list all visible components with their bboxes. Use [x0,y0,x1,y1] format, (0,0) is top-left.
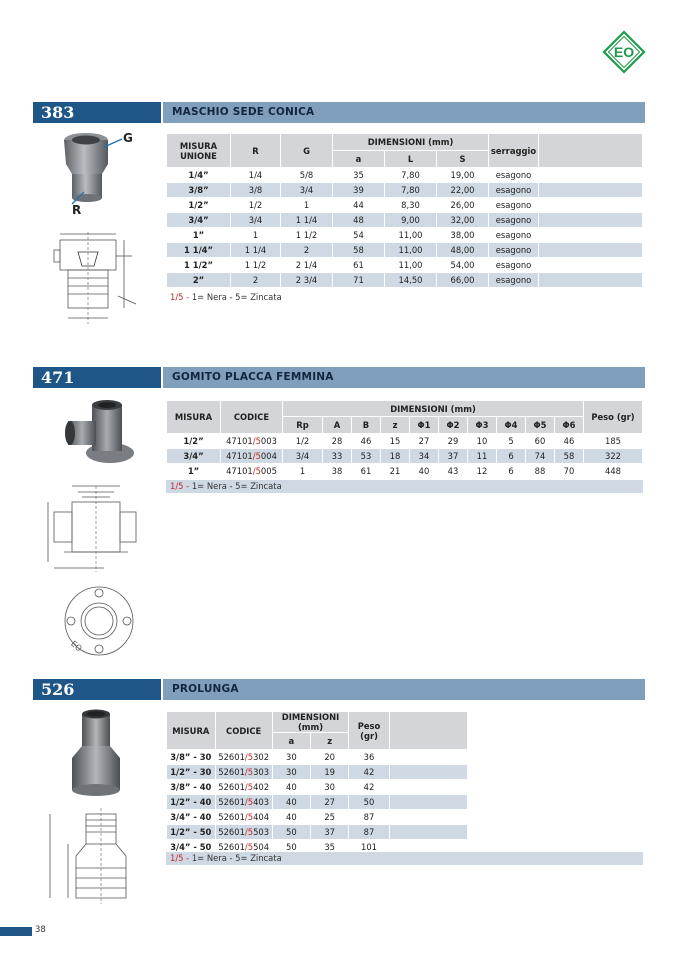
footer-bar [0,927,32,936]
table-row: 3/8” - 40 52601/5402 40 30 42 [167,780,468,795]
table-row: 3/4” - 50 52601/5504 50 35 101 [167,840,468,855]
table-row: 1” 1 1 1/2 54 11,00 38,00 esagono [167,228,643,243]
col-header-misura: MISURA [167,401,221,434]
table-471-body [167,434,643,479]
col-header-z: z [311,733,349,750]
table-row: 1/2” - 50 52601/5503 50 37 87 [167,825,468,840]
col-header-peso: Peso (gr) [584,401,643,434]
col-header-dimensioni: DIMENSIONI (mm) [272,712,349,733]
col-header-codice: CODICE [215,712,272,750]
col-header-misura: MISURA UNIONE [167,134,231,168]
product-image-526 [62,708,132,800]
table-row: 3/4” 47101/5004 3/4 33 53 18 34 37 11 6 74 58 322 [167,449,643,464]
col-header-b: B [352,417,381,434]
table-row: 1/2” 1/2 1 44 8,30 26,00 esagono [167,198,643,213]
logo-text: EO [613,44,635,60]
section-471-code: 471 [33,367,161,388]
table-526-body [167,750,468,855]
col-header-r: R [231,134,281,168]
table-row: 3/8” - 30 52601/5302 30 20 36 [167,750,468,765]
col-header-phi1: Φ1 [410,417,439,434]
technical-drawing-471-top [58,582,140,660]
table-row: 3/8” 3/8 3/4 39 7,80 22,00 esagono [167,183,643,198]
col-header-phi4: Φ4 [497,417,526,434]
col-header-phi5: Φ5 [526,417,555,434]
section-471-title: GOMITO PLACCA FEMMINA [163,367,645,388]
table-row: 3/4” 3/4 1 1/4 48 9,00 32,00 esagono [167,213,643,228]
table-row: 2” 2 2 3/4 71 14,50 66,00 esagono [167,273,643,288]
col-header-phi3: Φ3 [468,417,497,434]
col-header-rp: Rp [283,417,323,434]
technical-drawing-383 [48,226,146,334]
table-row: 1/2” - 30 52601/5303 30 19 42 [167,765,468,780]
note-383: 1/5 - 1= Nera - 5= Zincata [170,292,282,302]
product-image-471 [60,393,140,468]
section-383-code: 383 [33,102,161,123]
table-471 [166,400,643,479]
eo-logo [602,30,646,74]
technical-drawing-526 [40,806,140,908]
table-row: 1” 47101/5005 1 38 61 21 40 43 12 6 88 70 448 [167,464,643,479]
col-header-l: L [385,151,437,168]
section-526-title: PROLUNGA [163,679,645,700]
col-header-g: G [281,134,333,168]
col-header-dimensioni: DIMENSIONI (mm) [283,401,584,417]
drawing-logo-text: EO [69,639,84,654]
col-header-dimensioni: DIMENSIONI (mm) [333,134,489,151]
table-row: 1 1/4” 1 1/4 2 58 11,00 48,00 esagono [167,243,643,258]
table-row: 1/2” - 40 52601/5403 40 27 50 [167,795,468,810]
label-g: G [123,131,133,145]
note-526: 1/5 - 1= Nera - 5= Zincata [166,852,643,865]
product-image-383 [50,126,145,218]
technical-drawing-471 [44,478,148,578]
section-383-title: MASCHIO SEDE CONICA [163,102,645,123]
table-row: 1 1/2” 1 1/2 2 1/4 61 11,00 54,00 esagono [167,258,643,273]
col-header-serraggio: serraggio [489,134,539,168]
page-number: 38 [35,925,46,935]
note-471: 1/5 - 1= Nera - 5= Zincata [166,480,643,493]
col-header-peso: Peso (gr) [349,712,389,750]
section-526-code: 526 [33,679,161,700]
col-header-misura: MISURA [167,712,216,750]
table-383-body [167,168,643,288]
col-header-a: a [272,733,310,750]
col-header-a: A [323,417,352,434]
col-header-z: z [381,417,410,434]
col-header-codice: CODICE [221,401,283,434]
table-383 [166,133,643,288]
table-row: 1/4” 1/4 5/8 35 7,80 19,00 esagono [167,168,643,183]
table-row: 1/2” 47101/5003 1/2 28 46 15 27 29 10 5 60 46 185 [167,434,643,449]
table-row: 3/4” - 40 52601/5404 40 25 87 [167,810,468,825]
col-header-s: S [437,151,489,168]
col-header-phi6: Φ6 [555,417,584,434]
col-header-phi2: Φ2 [439,417,468,434]
label-r: R [72,203,82,217]
col-header-a: a [333,151,385,168]
table-526 [166,711,468,855]
